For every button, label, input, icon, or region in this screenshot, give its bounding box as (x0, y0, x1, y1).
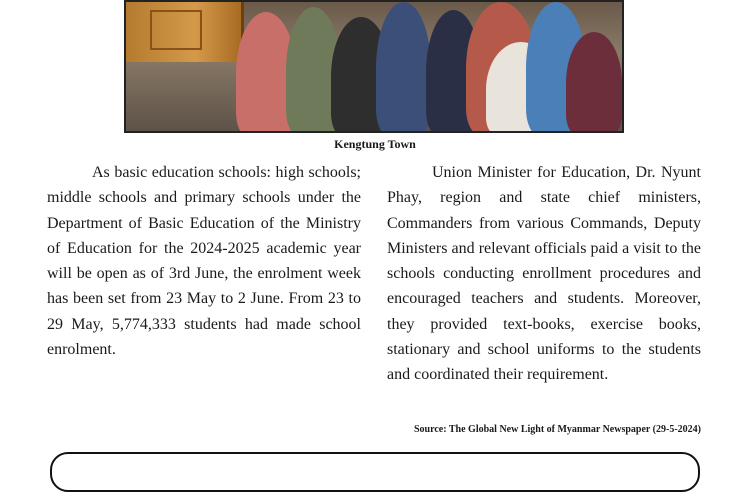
article-column-left (47, 160, 361, 362)
photo-caption: Kengtung Town (334, 137, 416, 151)
wooden-door (126, 2, 244, 62)
article-paragraph: Union Minister for Education, Dr. Nyunt Phay, region and state chief ministers, Commanders from various Commands, Deputy Ministers and relevant officials paid a visit to the schools conducting enrollment procedures and encouraged teachers and students. Moreover, they provided text-books, exercise books, stationary and school uniforms to the students and coordinated their requirement. (387, 164, 701, 384)
person (376, 2, 431, 133)
bordered-box (50, 452, 700, 492)
person (566, 32, 622, 133)
article-column-right (387, 160, 701, 388)
news-photo (124, 0, 624, 133)
source-citation: Source: The Global New Light of Myanmar Newspaper (29-5-2024) (413, 424, 701, 435)
article-paragraph: As basic education schools: high schools; middle schools and primary schools under the Department of Basic Education of the Ministry of Education for the 2024-2025 academic year will be open as of 3rd June, the enrolment week has been set from 23 May to 2 June. From 23 to 29 May, 5,774,333 students had made school enrolment. (47, 164, 361, 359)
